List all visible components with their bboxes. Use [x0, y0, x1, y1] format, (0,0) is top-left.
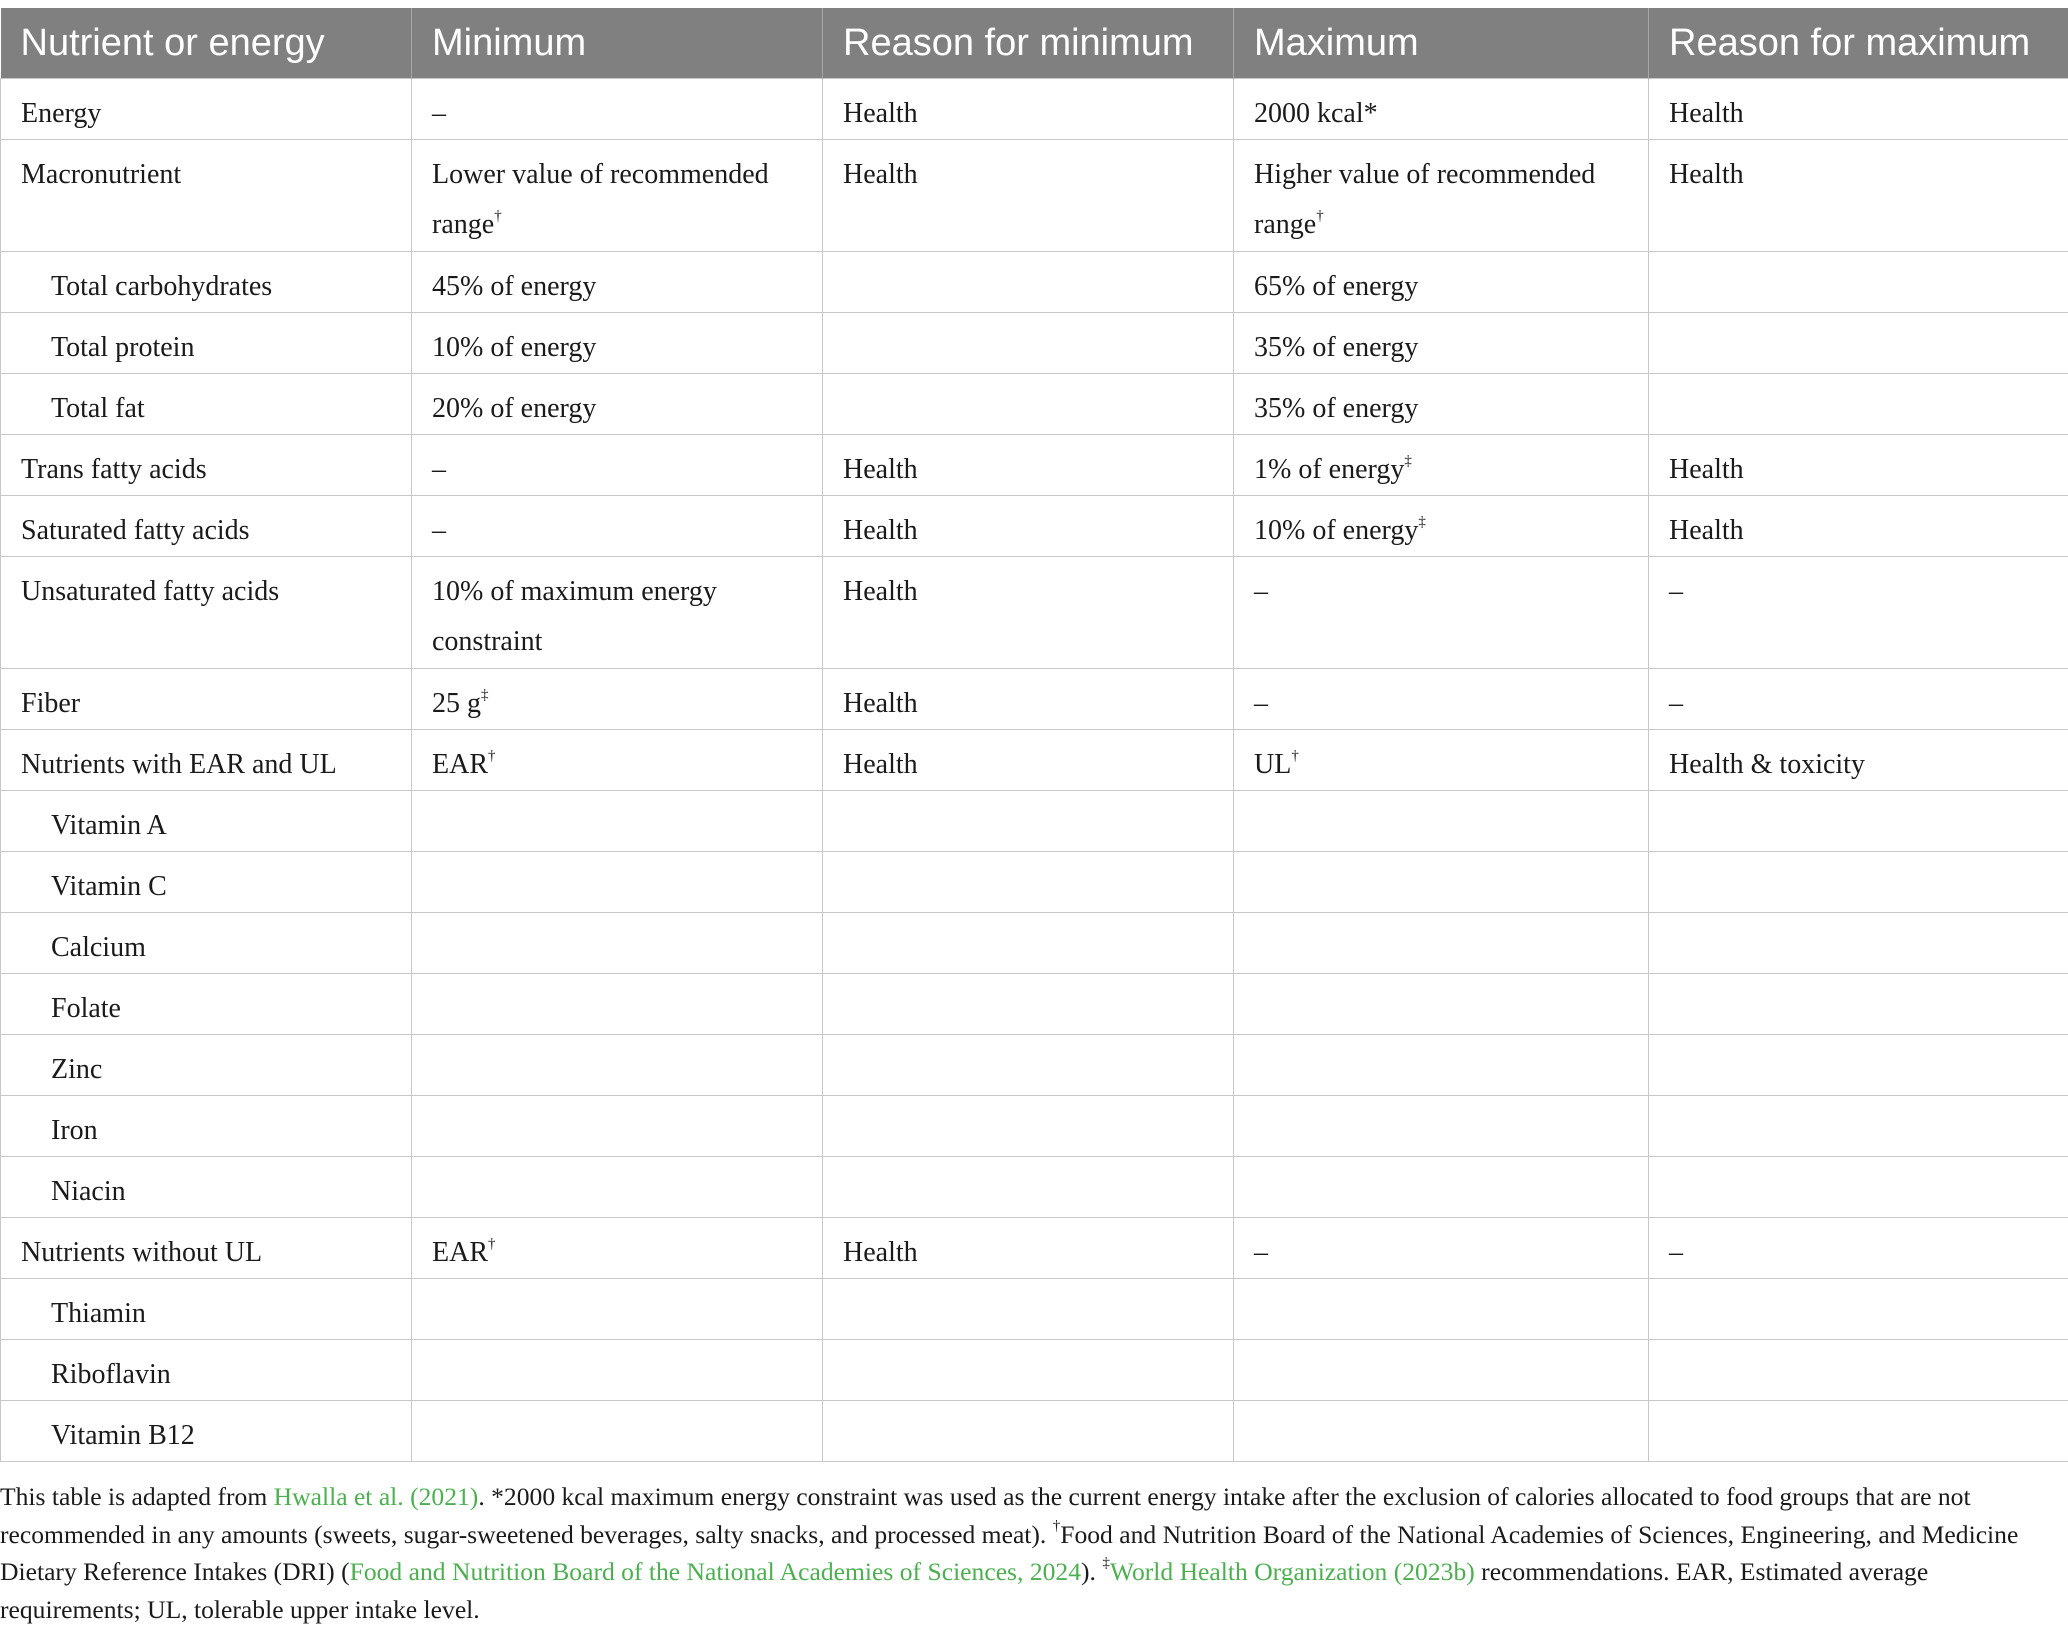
- cell-reason-minimum-text: Health: [843, 749, 918, 780]
- cell-minimum: [412, 669, 823, 730]
- cell-nutrient: [1, 435, 412, 496]
- cell-reason-minimum-text: Health: [843, 454, 918, 485]
- cell-maximum: [1234, 791, 1649, 852]
- cell-maximum-text: –: [1254, 688, 1268, 719]
- table-header-row: [1, 8, 2068, 79]
- cell-minimum: [412, 852, 823, 913]
- cell-nutrient: [1, 669, 412, 730]
- cell-nutrient-text: Fiber: [21, 688, 81, 719]
- table-row: [1, 557, 2068, 669]
- cell-minimum: [412, 1035, 823, 1096]
- cell-reason-maximum-text: –: [1669, 576, 1683, 607]
- cell-reason-minimum: [823, 913, 1234, 974]
- cell-nutrient: [1, 1401, 412, 1462]
- cell-reason-minimum-text: Health: [843, 98, 918, 129]
- cell-nutrient-text: Zinc: [51, 1054, 103, 1085]
- cell-reason-minimum: [823, 1096, 1234, 1157]
- cell-nutrient: [1, 1340, 412, 1401]
- cell-maximum: [1234, 557, 1649, 669]
- cell-minimum-text: 10% of maximum energy constraint: [432, 576, 717, 657]
- cell-minimum: [412, 1279, 823, 1340]
- cell-reason-maximum: [1649, 435, 2068, 496]
- cell-nutrient: [1, 1279, 412, 1340]
- cell-maximum-text: 65% of energy: [1254, 271, 1419, 302]
- nutrient-constraints-table: [0, 8, 2068, 1462]
- cell-nutrient-text: Nutrients with EAR and UL: [21, 749, 337, 780]
- cell-reason-maximum: [1649, 313, 2068, 374]
- table-row: [1, 79, 2068, 140]
- cell-minimum: [412, 140, 823, 252]
- cell-nutrient-text: Unsaturated fatty acids: [21, 576, 280, 607]
- cell-reason-maximum-text: Health: [1669, 515, 1744, 546]
- cell-nutrient: [1, 496, 412, 557]
- table-row: [1, 974, 2068, 1035]
- footnote-marker: ‡: [1404, 452, 1412, 469]
- cell-nutrient-text: Nutrients without UL: [21, 1237, 263, 1268]
- cell-minimum-text: –: [432, 98, 446, 129]
- cell-minimum: [412, 496, 823, 557]
- cell-reason-maximum-text: Health: [1669, 98, 1744, 129]
- cell-minimum: [412, 313, 823, 374]
- table-row: [1, 791, 2068, 852]
- cell-minimum-text: 25 g: [432, 688, 481, 719]
- cell-nutrient-text: Total protein: [51, 332, 195, 363]
- cell-minimum: [412, 374, 823, 435]
- cell-minimum-text: EAR: [432, 1237, 488, 1268]
- cell-nutrient-text: Total fat: [51, 393, 145, 424]
- table-row: [1, 1218, 2068, 1279]
- cell-reason-maximum: [1649, 1157, 2068, 1218]
- cell-nutrient-text: Vitamin C: [51, 871, 167, 902]
- cell-minimum: [412, 1096, 823, 1157]
- table-row: [1, 252, 2068, 313]
- cell-maximum: [1234, 1096, 1649, 1157]
- dagger-mark: †: [1052, 1517, 1061, 1534]
- cell-maximum: [1234, 730, 1649, 791]
- cell-minimum: [412, 974, 823, 1035]
- cell-reason-maximum: [1649, 374, 2068, 435]
- cell-reason-minimum: [823, 852, 1234, 913]
- cell-nutrient: [1, 79, 412, 140]
- footnote-text: ).: [1081, 1557, 1103, 1586]
- cell-nutrient: [1, 140, 412, 252]
- cell-nutrient-text: Vitamin B12: [51, 1420, 195, 1451]
- cell-reason-maximum-text: Health: [1669, 159, 1744, 190]
- cell-nutrient-text: Niacin: [51, 1176, 126, 1207]
- citation-link-hwalla[interactable]: Hwalla et al. (2021): [273, 1482, 479, 1511]
- cell-reason-minimum-text: Health: [843, 688, 918, 719]
- cell-nutrient-text: Total carbohydrates: [51, 271, 273, 302]
- header-reason-minimum: Reason for minimum: [823, 8, 1234, 79]
- cell-reason-maximum: [1649, 496, 2068, 557]
- cell-reason-maximum: [1649, 1218, 2068, 1279]
- footnote-text: recommendations. EAR, Estimated average requirements; UL, tolerable upper intake level.: [0, 1557, 1929, 1624]
- cell-nutrient: [1, 252, 412, 313]
- cell-maximum: [1234, 79, 1649, 140]
- table-row: [1, 140, 2068, 252]
- cell-minimum: [412, 557, 823, 669]
- cell-maximum-text: Higher value of recommended range: [1254, 159, 1596, 240]
- footnote-marker: †: [1316, 207, 1324, 224]
- cell-maximum: [1234, 913, 1649, 974]
- cell-reason-minimum-text: Health: [843, 576, 918, 607]
- table-row: [1, 496, 2068, 557]
- cell-reason-maximum: [1649, 1096, 2068, 1157]
- cell-maximum: [1234, 1157, 1649, 1218]
- cell-reason-maximum: [1649, 1340, 2068, 1401]
- footnote-text: This table is adapted from: [0, 1482, 274, 1511]
- cell-maximum: [1234, 1279, 1649, 1340]
- cell-nutrient-text: Calcium: [51, 932, 146, 963]
- cell-nutrient: [1, 1218, 412, 1279]
- table-row: [1, 1096, 2068, 1157]
- cell-maximum: [1234, 1340, 1649, 1401]
- cell-minimum-text: 20% of energy: [432, 393, 597, 424]
- cell-reason-minimum-text: Health: [843, 515, 918, 546]
- cell-reason-minimum: [823, 1279, 1234, 1340]
- footnote-marker: ‡: [1418, 513, 1426, 530]
- cell-nutrient: [1, 557, 412, 669]
- cell-nutrient-text: Trans fatty acids: [21, 454, 207, 485]
- table-row: [1, 435, 2068, 496]
- cell-maximum-text: UL: [1254, 749, 1292, 780]
- cell-maximum: [1234, 140, 1649, 252]
- cell-maximum: [1234, 313, 1649, 374]
- cell-reason-maximum: [1649, 557, 2068, 669]
- double-dagger-mark: ‡: [1102, 1555, 1110, 1572]
- cell-reason-minimum: [823, 496, 1234, 557]
- table-body: [1, 79, 2068, 1462]
- cell-reason-maximum: [1649, 974, 2068, 1035]
- header-minimum: Minimum: [412, 8, 823, 79]
- table-row: [1, 669, 2068, 730]
- footnote-text: Food and Nutrition Board of the National Academies of Sciences, Engineering, and Medicine Dietary Reference Intakes (DRI) (: [0, 1519, 2019, 1586]
- cell-maximum: [1234, 852, 1649, 913]
- footnote-marker: †: [494, 207, 502, 224]
- cell-nutrient-text: Energy: [21, 98, 102, 129]
- footnote-marker: †: [488, 747, 496, 764]
- cell-reason-maximum: [1649, 730, 2068, 791]
- cell-nutrient: [1, 852, 412, 913]
- cell-reason-maximum: [1649, 1035, 2068, 1096]
- cell-nutrient: [1, 1035, 412, 1096]
- cell-reason-maximum: [1649, 1401, 2068, 1462]
- cell-reason-maximum-text: –: [1669, 1237, 1683, 1268]
- table-row: [1, 913, 2068, 974]
- cell-reason-minimum: [823, 669, 1234, 730]
- cell-minimum: [412, 1401, 823, 1462]
- cell-reason-minimum: [823, 1401, 1234, 1462]
- cell-reason-maximum: [1649, 1279, 2068, 1340]
- cell-reason-minimum-text: Health: [843, 1237, 918, 1268]
- cell-reason-maximum: [1649, 669, 2068, 730]
- cell-minimum-text: 10% of energy: [432, 332, 597, 363]
- cell-minimum: [412, 79, 823, 140]
- cell-nutrient: [1, 313, 412, 374]
- footnote-marker: ‡: [481, 686, 489, 703]
- cell-minimum: [412, 913, 823, 974]
- cell-minimum: [412, 730, 823, 791]
- cell-reason-minimum: [823, 1340, 1234, 1401]
- cell-nutrient: [1, 791, 412, 852]
- cell-reason-minimum: [823, 791, 1234, 852]
- cell-nutrient-text: Folate: [51, 993, 121, 1024]
- cell-nutrient-text: Riboflavin: [51, 1359, 171, 1390]
- cell-reason-maximum: [1649, 791, 2068, 852]
- cell-maximum-text: 2000 kcal*: [1254, 98, 1378, 129]
- citation-link-who[interactable]: World Health Organization (2023b): [1109, 1557, 1475, 1586]
- cell-maximum: [1234, 1218, 1649, 1279]
- cell-minimum: [412, 252, 823, 313]
- cell-reason-maximum: [1649, 913, 2068, 974]
- cell-reason-minimum: [823, 140, 1234, 252]
- table-row: [1, 1401, 2068, 1462]
- table-footnote: [0, 1478, 2062, 1628]
- cell-maximum: [1234, 374, 1649, 435]
- cell-reason-maximum: [1649, 140, 2068, 252]
- table-row: [1, 374, 2068, 435]
- cell-maximum-text: 10% of energy: [1254, 515, 1419, 546]
- cell-maximum-text: 35% of energy: [1254, 332, 1419, 363]
- cell-minimum: [412, 1157, 823, 1218]
- cell-reason-maximum: [1649, 79, 2068, 140]
- cell-reason-minimum: [823, 435, 1234, 496]
- cell-reason-minimum: [823, 313, 1234, 374]
- cell-nutrient: [1, 374, 412, 435]
- table-row: [1, 730, 2068, 791]
- footnote-text: . *2000 kcal maximum energy constraint was used as the current energy intake after the exclusion of calories allocated to food groups that are not recommended in any amounts (sweets, sugar-sweetened beverages, salty snacks, and processed meat).: [0, 1482, 1971, 1549]
- table-row: [1, 1279, 2068, 1340]
- cell-reason-maximum: [1649, 852, 2068, 913]
- cell-minimum-text: EAR: [432, 749, 488, 780]
- cell-minimum: [412, 1340, 823, 1401]
- cell-nutrient: [1, 1096, 412, 1157]
- cell-reason-minimum: [823, 730, 1234, 791]
- table-row: [1, 1035, 2068, 1096]
- footnote-marker: †: [488, 1235, 496, 1252]
- cell-nutrient-text: Vitamin A: [51, 810, 167, 841]
- table-row: [1, 313, 2068, 374]
- header-nutrient: Nutrient or energy: [1, 8, 412, 79]
- cell-minimum-text: 45% of energy: [432, 271, 597, 302]
- cell-reason-maximum-text: Health: [1669, 454, 1744, 485]
- cell-nutrient-text: Thiamin: [51, 1298, 146, 1329]
- cell-nutrient: [1, 974, 412, 1035]
- cell-reason-minimum: [823, 79, 1234, 140]
- cell-maximum-text: –: [1254, 1237, 1268, 1268]
- cell-maximum-text: 35% of energy: [1254, 393, 1419, 424]
- cell-reason-minimum: [823, 1157, 1234, 1218]
- table-row: [1, 1340, 2068, 1401]
- cell-maximum: [1234, 1035, 1649, 1096]
- cell-maximum: [1234, 496, 1649, 557]
- header-reason-maximum: Reason for maximum: [1649, 8, 2068, 79]
- cell-nutrient: [1, 730, 412, 791]
- cell-maximum: [1234, 1401, 1649, 1462]
- cell-nutrient-text: Saturated fatty acids: [21, 515, 250, 546]
- cell-reason-maximum-text: –: [1669, 688, 1683, 719]
- cell-reason-minimum: [823, 252, 1234, 313]
- cell-nutrient-text: Iron: [51, 1115, 98, 1146]
- cell-maximum: [1234, 669, 1649, 730]
- cell-minimum: [412, 435, 823, 496]
- cell-minimum: [412, 791, 823, 852]
- cell-maximum-text: –: [1254, 576, 1268, 607]
- cell-nutrient: [1, 1157, 412, 1218]
- footnote-marker: †: [1291, 747, 1299, 764]
- cell-minimum: [412, 1218, 823, 1279]
- cell-nutrient: [1, 913, 412, 974]
- citation-link-fnb[interactable]: Food and Nutrition Board of the National Academies of Sciences, 2024: [349, 1557, 1082, 1586]
- table-row: [1, 852, 2068, 913]
- cell-reason-minimum-text: Health: [843, 159, 918, 190]
- cell-reason-maximum: [1649, 252, 2068, 313]
- cell-reason-minimum: [823, 1035, 1234, 1096]
- cell-minimum-text: –: [432, 454, 446, 485]
- cell-minimum-text: Lower value of recommended range: [432, 159, 769, 240]
- cell-nutrient-text: Macronutrient: [21, 159, 182, 190]
- cell-reason-minimum: [823, 974, 1234, 1035]
- cell-maximum: [1234, 435, 1649, 496]
- cell-reason-minimum: [823, 374, 1234, 435]
- cell-reason-maximum-text: Health & toxicity: [1669, 749, 1865, 780]
- cell-reason-minimum: [823, 557, 1234, 669]
- table-container: [0, 8, 2068, 1462]
- table-row: [1, 1157, 2068, 1218]
- cell-maximum-text: 1% of energy: [1254, 454, 1405, 485]
- cell-minimum-text: –: [432, 515, 446, 546]
- cell-reason-minimum: [823, 1218, 1234, 1279]
- header-maximum: Maximum: [1234, 8, 1649, 79]
- cell-maximum: [1234, 974, 1649, 1035]
- cell-maximum: [1234, 252, 1649, 313]
